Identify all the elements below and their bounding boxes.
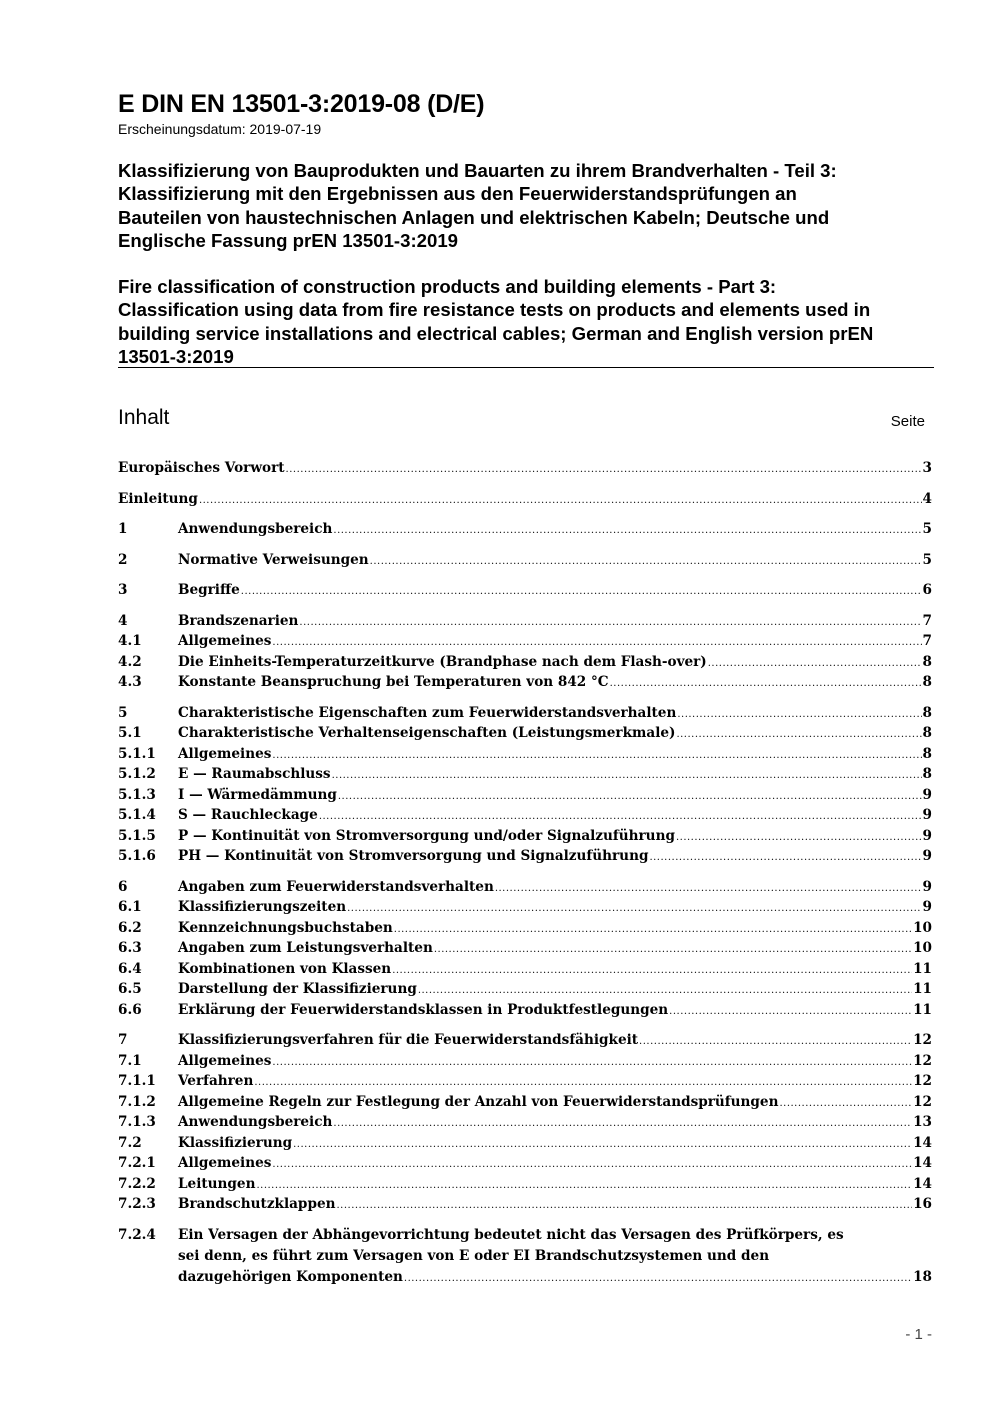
toc-entry-label: S — Rauchleckage: [178, 807, 318, 823]
toc-entry-label: Ein Versagen der Abhängevorrichtung bedeutet nicht das Versagen des Prüfkörpers, es: [178, 1226, 844, 1243]
toc-entry-page: 9: [922, 899, 932, 915]
toc-entry-number: 5.1: [118, 725, 142, 741]
toc-leader-dots: [708, 658, 922, 669]
toc-entry-page: 12: [913, 1032, 932, 1048]
toc-entry-label: Allgemeines: [178, 1052, 272, 1069]
document-id: E DIN EN 13501-3:2019-08 (D/E): [118, 90, 485, 118]
toc-entry-label: Klassifizierungsverfahren für die Feuerwiderstandsfähigkeit: [178, 1032, 639, 1048]
toc-entry-page: 8: [922, 766, 932, 782]
toc-entry[interactable]: [118, 654, 932, 675]
title-german-line: Bauteilen von haustechnischen Anlagen und elektrischen Kabeln; Deutsche und: [118, 206, 830, 228]
toc-entry[interactable]: [118, 674, 932, 695]
toc-entry-number: 6.6: [118, 1001, 142, 1018]
toc-entry-label: I — Wärmedämmung: [178, 786, 337, 803]
page-number: - 1 -: [905, 1326, 932, 1343]
toc-entry[interactable]: [118, 981, 932, 1002]
toc-entry-page: 11: [913, 981, 932, 997]
toc-entry[interactable]: [118, 725, 932, 746]
toc-entry[interactable]: [118, 1094, 932, 1115]
toc-entry[interactable]: [118, 521, 932, 542]
toc-entry-number: 7.2.3: [118, 1196, 156, 1212]
toc-entry-label: dazugehörigen Komponenten: [178, 1268, 403, 1285]
toc-entry-label: Darstellung der Klassifizierung: [178, 981, 417, 997]
toc-entry-page: 9: [922, 807, 932, 823]
toc-entry-page: 12: [913, 1073, 932, 1089]
toc-entry-label: Brandszenarien: [178, 612, 299, 629]
toc-entry-label: Brandschutzklappen: [178, 1196, 336, 1212]
toc-entry-page: 10: [913, 919, 932, 936]
toc-leader-dots: [404, 1273, 912, 1284]
toc-entry-label: Angaben zum Leistungsverhalten: [178, 940, 433, 956]
toc-leader-dots: [272, 1057, 912, 1068]
toc-leader-dots: [610, 678, 922, 689]
toc-entry-label: E — Raumabschluss: [178, 766, 331, 782]
toc-entry-label: Charakteristische Verhaltenseigenschaften (Leistungsmerkmale): [178, 725, 676, 741]
title-german: [118, 159, 938, 253]
toc-entry-label: Normative Verweisungen: [178, 551, 369, 568]
toc-entry[interactable]: [118, 613, 932, 634]
toc-entry-label: Klassifizierungszeiten: [178, 899, 347, 915]
toc-entry-label: Europäisches Vorwort: [118, 460, 285, 476]
toc-entry[interactable]: [118, 582, 932, 603]
toc-entry-page: 18: [913, 1268, 932, 1285]
toc-entry-number: 5.1.2: [118, 766, 156, 782]
toc-leader-dots: [332, 770, 922, 781]
toc-entry-page: 10: [913, 940, 932, 956]
toc-entry[interactable]: [118, 807, 932, 828]
toc-entry-page: 9: [922, 848, 932, 864]
toc-entry[interactable]: [118, 1114, 932, 1135]
toc-entry-number: 7.1.2: [118, 1093, 156, 1110]
toc-entry[interactable]: [118, 1073, 932, 1094]
title-divider: [118, 367, 934, 368]
toc-entry-number: 7.1.3: [118, 1114, 156, 1130]
toc-entry-page: 4: [922, 490, 932, 507]
toc-leader-dots: [299, 617, 921, 628]
toc-leader-dots: [333, 1118, 912, 1129]
toc-entry-page: 6: [922, 582, 932, 598]
toc-leader-dots: [272, 750, 921, 761]
toc-entry-page: 11: [913, 960, 932, 977]
toc-entry-page: 14: [913, 1155, 932, 1171]
toc-entry-label: Die Einheits-Temperaturzeitkurve (Brandphase nach dem Flash-over): [178, 653, 707, 670]
toc-entry-label: Angaben zum Feuerwiderstandsverhalten: [178, 878, 494, 895]
toc-entry-number: 6.4: [118, 960, 142, 977]
toc-entry[interactable]: [118, 460, 932, 481]
toc-entry-label: Kombinationen von Klassen: [178, 960, 392, 977]
toc-entry[interactable]: [118, 961, 932, 982]
toc-leader-dots: [256, 1180, 912, 1191]
toc-entry[interactable]: [118, 899, 932, 920]
toc-entry-label: Anwendungsbereich: [178, 1114, 333, 1130]
toc-entry-label: Allgemeine Regeln zur Festlegung der Anzahl von Feuerwiderstandsprüfungen: [178, 1093, 779, 1110]
toc-leader-dots: [676, 729, 921, 740]
toc-leader-dots: [676, 832, 922, 843]
toc-entry-label: sei denn, es führt zum Versagen von E oder EI Brandschutzsystemen und den: [178, 1247, 770, 1264]
toc-entry-page: 9: [922, 786, 932, 803]
toc-leader-dots: [286, 464, 922, 475]
toc-entry-page: 5: [922, 521, 932, 537]
title-english-line: building service installations and electrical cables; German and English version prEN: [118, 322, 874, 344]
title-german-line: Klassifizierung von Bauprodukten und Bauarten zu ihrem Brandverhalten - Teil 3:: [118, 160, 837, 181]
toc-entry[interactable]: [118, 766, 932, 787]
toc-entry-number: 5.1.1: [118, 745, 156, 762]
toc-leader-dots: [495, 883, 922, 894]
toc-entry-page: 9: [922, 827, 932, 844]
toc-entry[interactable]: [118, 705, 932, 726]
toc-entry[interactable]: [118, 787, 932, 808]
toc-entry[interactable]: [118, 879, 932, 900]
toc-leader-dots: [336, 1200, 912, 1211]
toc-entry-number: 7.2: [118, 1134, 142, 1151]
toc-leader-dots: [293, 1139, 912, 1150]
toc-entry[interactable]: [118, 1002, 932, 1023]
toc-entry-number: 7.2.1: [118, 1155, 156, 1171]
toc-leader-dots: [392, 965, 912, 976]
toc-entry-page: 7: [922, 633, 932, 649]
table-of-contents: [118, 460, 932, 1290]
toc-entry[interactable]: [118, 1053, 932, 1074]
toc-entry-number: 5.1.5: [118, 827, 156, 844]
toc-entry-number: 1: [118, 521, 128, 537]
toc-leader-dots: [338, 791, 922, 802]
toc-entry-number: 4.3: [118, 674, 142, 690]
toc-entry-number: 6: [118, 878, 128, 895]
toc-entry-number: 4.2: [118, 653, 142, 670]
toc-entry-label: Leitungen: [178, 1175, 256, 1192]
toc-entry-number: 2: [118, 551, 128, 568]
toc-entry-number: 7: [118, 1032, 128, 1048]
toc-leader-dots: [677, 709, 921, 720]
toc-leader-dots: [639, 1036, 912, 1047]
toc-entry-number: 3: [118, 582, 128, 598]
toc-leader-dots: [241, 586, 922, 597]
toc-entry-label: Kennzeichnungsbuchstaben: [178, 919, 393, 936]
toc-leader-dots: [199, 495, 922, 506]
toc-heading: Inhalt: [118, 406, 170, 429]
toc-entry-page: 8: [922, 704, 932, 721]
toc-entry-number: 5.1.3: [118, 786, 156, 803]
toc-entry-page: 12: [913, 1093, 932, 1110]
toc-entry[interactable]: [118, 552, 932, 573]
toc-leader-dots: [394, 924, 912, 935]
toc-entry[interactable]: [118, 848, 932, 869]
toc-entry-page: 8: [922, 745, 932, 762]
toc-page-column-label: Seite: [890, 413, 925, 430]
toc-leader-dots: [319, 811, 922, 822]
toc-entry-number: 5.1.6: [118, 848, 156, 864]
toc-entry[interactable]: [118, 1032, 932, 1053]
title-english-line: Classification using data from fire resistance tests on products and elements used in: [118, 299, 871, 321]
toc-entry-label: Einleitung: [118, 490, 198, 507]
toc-entry-label: Klassifizierung: [178, 1134, 293, 1151]
toc-entry-page: 14: [913, 1175, 932, 1192]
toc-entry-number: 5.1.4: [118, 807, 156, 823]
toc-entry-number: 7.1: [118, 1052, 142, 1069]
toc-entry-page: 16: [913, 1196, 932, 1212]
toc-entry-label: Begriffe: [178, 582, 240, 598]
toc-entry-page: 8: [922, 725, 932, 741]
toc-leader-dots: [434, 944, 912, 955]
toc-entry[interactable]: [118, 920, 932, 941]
toc-entry[interactable]: [118, 746, 932, 767]
title-german-line: Englische Fassung prEN 13501-3:2019: [118, 230, 458, 252]
toc-entry-number: 7.1.1: [118, 1073, 156, 1089]
toc-entry-label: Allgemeines: [178, 633, 272, 649]
title-german-line: Klassifizierung mit den Ergebnissen aus den Feuerwiderstandsprüfungen an: [118, 183, 797, 205]
toc-entry-number: 6.1: [118, 899, 142, 915]
toc-leader-dots: [272, 637, 921, 648]
toc-entry-number: 7.2.4: [118, 1226, 156, 1243]
toc-entry[interactable]: [118, 1227, 932, 1290]
toc-entry-label: Konstante Beanspruchung bei Temperaturen von 842 °C: [178, 674, 609, 690]
toc-entry-page: 9: [922, 878, 932, 895]
toc-entry-label: Erklärung der Feuerwiderstandsklassen in Produktfestlegungen: [178, 1001, 669, 1018]
toc-leader-dots: [272, 1159, 912, 1170]
toc-entry-page: 3: [922, 460, 932, 476]
toc-leader-dots: [779, 1098, 912, 1109]
toc-entry-number: 7.2.2: [118, 1175, 156, 1192]
title-english-line: Fire classification of construction products and building elements - Part 3:: [118, 276, 777, 297]
toc-leader-dots: [418, 985, 912, 996]
toc-leader-dots: [347, 903, 921, 914]
toc-entry-page: 11: [913, 1001, 932, 1018]
toc-entry-label: Anwendungsbereich: [178, 521, 333, 537]
toc-entry-page: 8: [922, 653, 932, 670]
toc-entry-number: 6.3: [118, 940, 142, 956]
toc-entry[interactable]: [118, 828, 932, 849]
toc-entry-label: Verfahren: [178, 1073, 254, 1089]
toc-entry[interactable]: [118, 1196, 932, 1217]
toc-entry-page: 8: [922, 674, 932, 690]
toc-entry-number: 5: [118, 704, 128, 721]
toc-entry-label: P — Kontinuität von Stromversorgung und/oder Signalzuführung: [178, 827, 675, 844]
title-english-line: 13501-3:2019: [118, 346, 234, 368]
toc-entry-number: 4.1: [118, 633, 142, 649]
toc-entry[interactable]: [118, 1176, 932, 1197]
toc-entry-page: 13: [913, 1114, 932, 1130]
toc-entry-page: 14: [913, 1134, 932, 1151]
toc-leader-dots: [333, 525, 921, 536]
toc-entry-page: 12: [913, 1052, 932, 1069]
toc-entry-label: PH — Kontinuität von Stromversorgung und Signalzuführung: [178, 848, 649, 864]
toc-entry[interactable]: [118, 940, 932, 961]
toc-entry-page: 5: [922, 551, 932, 568]
title-english: [118, 275, 938, 369]
toc-leader-dots: [649, 852, 921, 863]
toc-entry-number: 6.5: [118, 981, 142, 997]
toc-entry-label: Allgemeines: [178, 745, 272, 762]
toc-leader-dots: [254, 1077, 912, 1088]
publication-date: Erscheinungsdatum: 2019-07-19: [118, 121, 322, 137]
toc-entry-page: 7: [922, 612, 932, 629]
toc-entry-label: Charakteristische Eigenschaften zum Feuerwiderstandsverhalten: [178, 704, 677, 721]
toc-leader-dots: [669, 1006, 912, 1017]
toc-entry-number: 6.2: [118, 919, 142, 936]
toc-entry-number: 4: [118, 612, 128, 629]
toc-entry[interactable]: [118, 1155, 932, 1176]
toc-entry[interactable]: [118, 633, 932, 654]
toc-leader-dots: [370, 556, 922, 567]
toc-entry[interactable]: [118, 491, 932, 512]
toc-entry-label: Allgemeines: [178, 1155, 272, 1171]
toc-entry[interactable]: [118, 1135, 932, 1156]
